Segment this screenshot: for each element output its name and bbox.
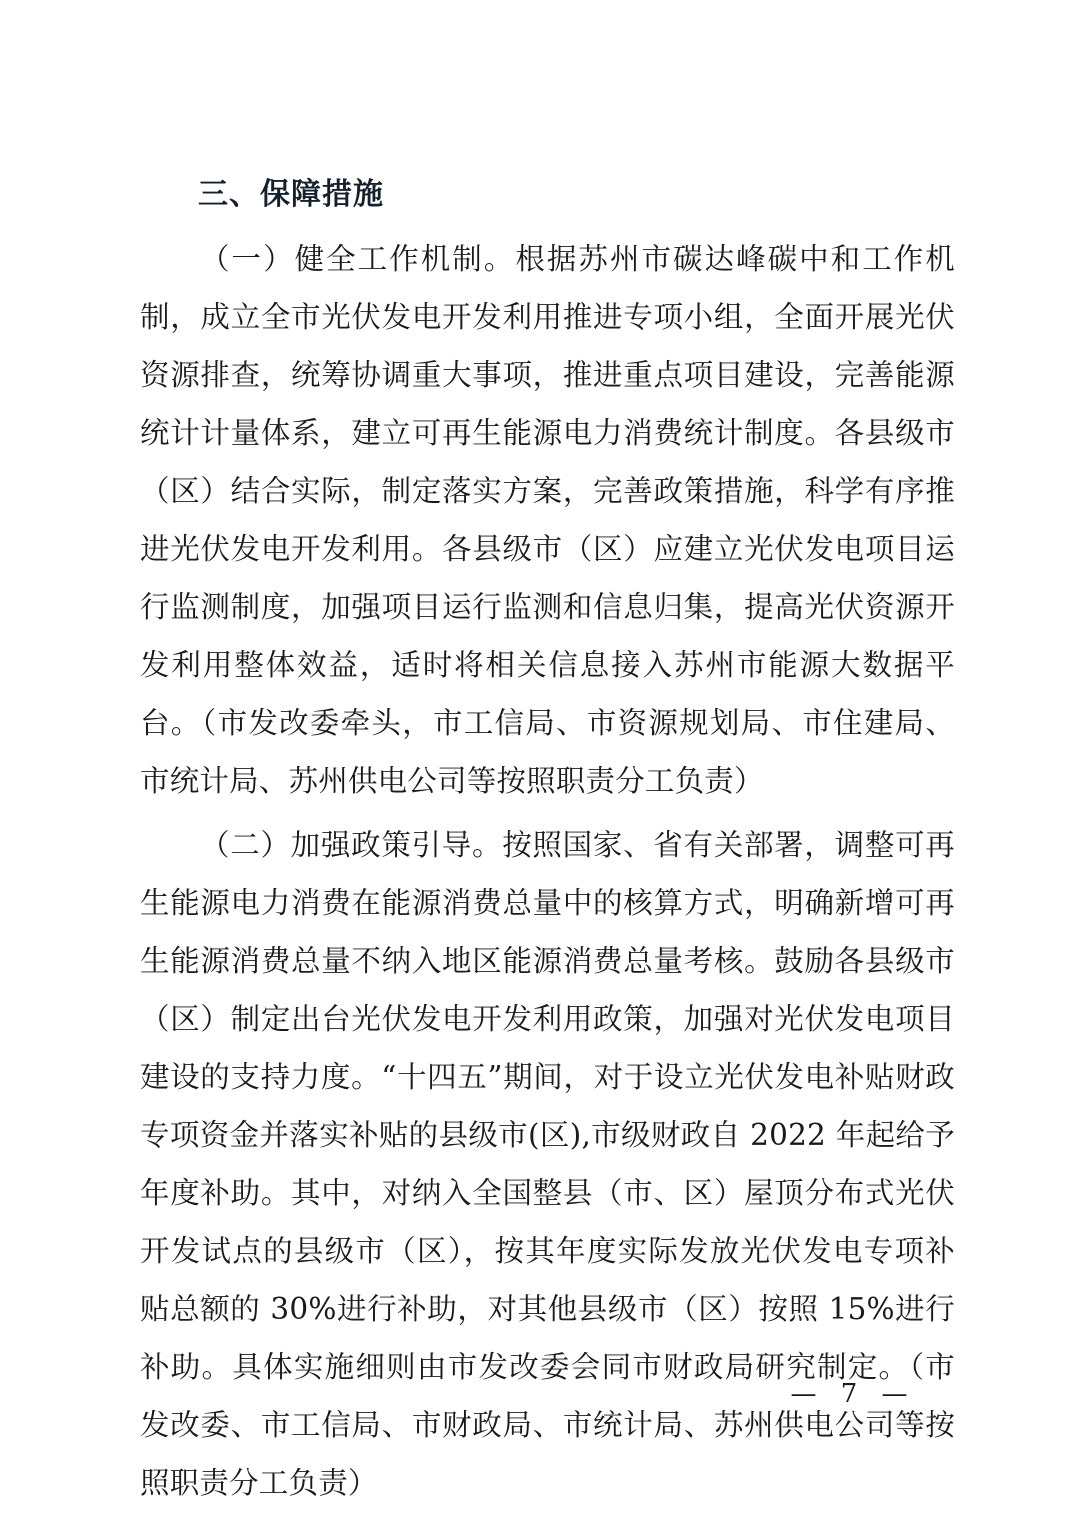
page-body — [140, 175, 955, 1518]
footer-dash-right: — — [881, 1379, 910, 1409]
paragraph-1: （一）健全工作机制。根据苏州市碳达峰碳中和工作机制，成立全市光伏发电开发利用推进专项小组，全面开展光伏资源排查，统筹协调重大事项，推进重点项目建设，完善能源统计计量体系，建立可再生能源电力消费统计制度。各县级市（区）结合实际，制定落实方案，完善政策措施，科学有序推进光伏发电开发利用。各县级市（区）应建立光伏发电项目运行监测制度，加强项目运行监测和信息归集，提高光伏资源开发利用整体效益，适时将相关信息接入苏州市能源大数据平台。（市发改委牵头，市工信局、市资源规划局、市住建局、市统计局、苏州供电公司等按照职责分工负责） — [140, 241, 955, 798]
page-footer — [0, 1379, 1080, 1409]
page-number-value: 7 — [840, 1379, 860, 1409]
paragraph-2: （二）加强政策引导。按照国家、省有关部署，调整可再生能源电力消费在能源消费总量中的核算方式，明确新增可再生能源消费总量不纳入地区能源消费总量考核。鼓励各县级市（区）制定出台光伏发电开发利用政策，加强对光伏发电项目建设的支持力度。“十四五”期间，对于设立光伏发电补贴财政专项资金并落实补贴的县级市(区),市级财政自 2022 年起给予年度补助。其中，对纳入全国整县（市、区）屋顶分布式光伏开发试点的县级市（区），按其年度实际发放光伏发电专项补贴总额的 30%进行补助，对其他县级市（区）按照 15%进行补助。具体实施细则由市发改委会同市财政局研究制定。（市发改委、市工信局、市财政局、市统计局、苏州供电公司等按照职责分工负责） — [140, 827, 955, 1500]
footer-dash-left: — — [790, 1379, 819, 1409]
section-heading: 三、保障措施 — [198, 177, 384, 212]
